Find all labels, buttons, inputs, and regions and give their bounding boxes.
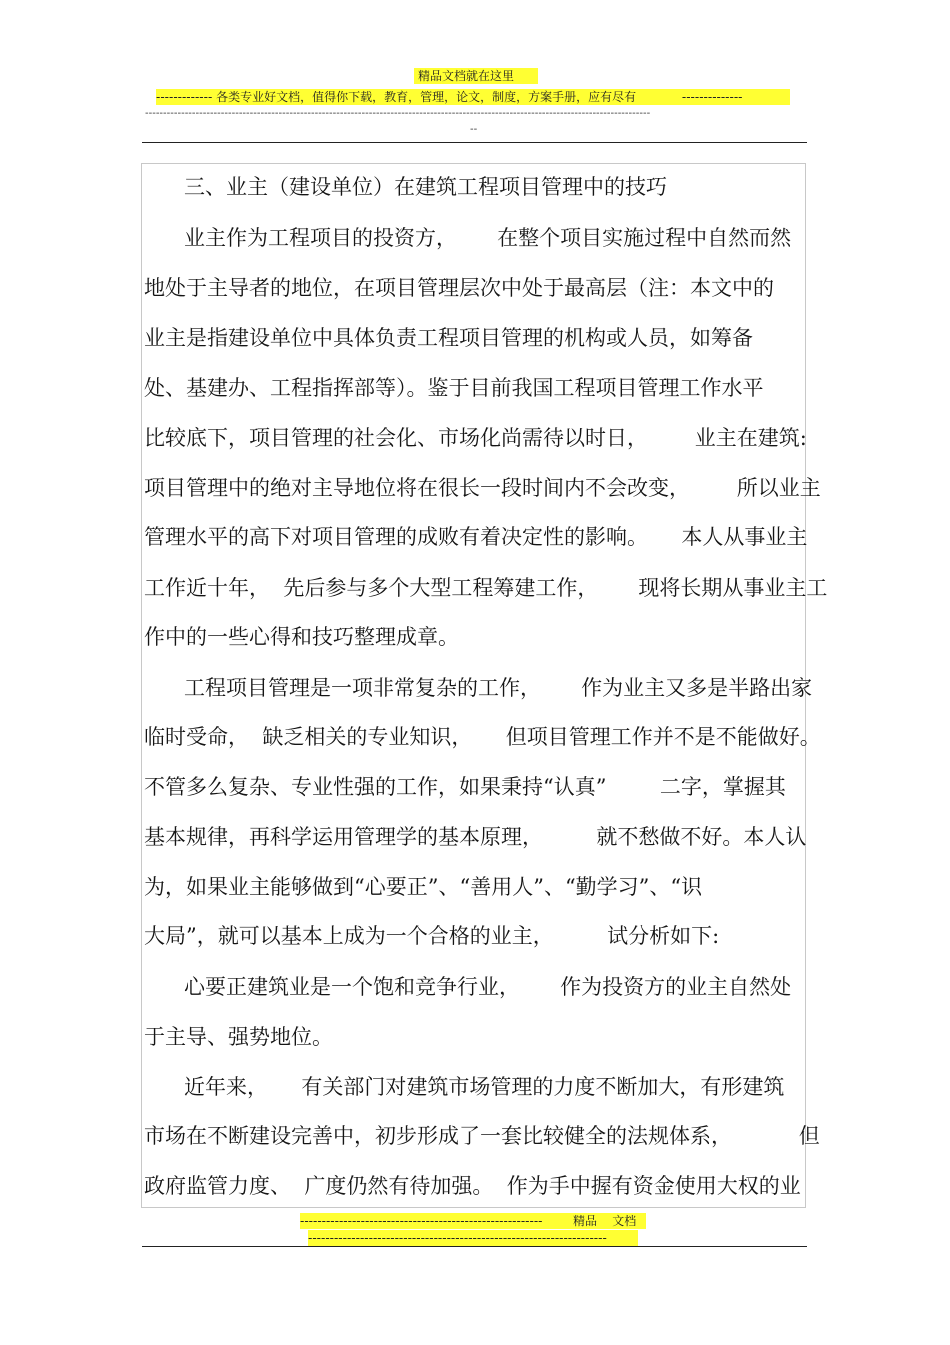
- body-line: 为，如果业主能够做到“心要正”、“善用人”、“勤学习”、“识: [144, 875, 703, 899]
- body-line: 三、业主（建设单位）在建筑工程项目管理中的技巧: [144, 175, 668, 199]
- body-line: 心要正建筑业是一个饱和竞争行业， 作为投资方的业主自然处: [144, 975, 792, 999]
- body-line: 业主是指建设单位中具体负责工程项目管理的机构或人员，如筹备: [144, 326, 753, 350]
- footer-rule: [142, 1246, 807, 1247]
- body-line: 项目管理中的绝对主导地位将在很长一段时间内不会改变， 所以业主: [144, 476, 821, 500]
- body-line: 业主作为工程项目的投资方， 在整个项目实施过程中自然而然: [144, 226, 792, 250]
- body-line: 市场在不断建设完善中，初步形成了一套比较健全的法规体系， 但: [144, 1124, 820, 1148]
- body-line: 管理水平的高下对项目管理的成败有着决定性的影响。 本人从事业主: [144, 525, 808, 549]
- header-subtitle: ------------- 各类专业好文档，值得你下载，教育，管理，论文，制度，方案手册，应有尽有 --------------: [156, 89, 790, 105]
- body-line: 于主导、强势地位。: [144, 1025, 333, 1049]
- body-line: 不管多么复杂、专业性强的工作，如果秉持“认真” 二字，掌握其: [144, 775, 786, 799]
- footer-line-1: -------------------------------------------------------- 精品 文档: [300, 1213, 646, 1229]
- body-line: 政府监管力度、 广度仍然有待加强。 作为手中握有资金使用大权的业: [144, 1174, 801, 1198]
- body-line: 处、基建办、工程指挥部等）。鉴于目前我国工程项目管理工作水平: [144, 376, 764, 400]
- header-title: 精品文档就在这里: [414, 68, 538, 84]
- body-line: 工作近十年， 先后参与多个大型工程筹建工作， 现将长期从事业主工: [144, 576, 828, 600]
- body-line: 比较底下，项目管理的社会化、市场化尚需待以时日， 业主在建筑:: [144, 426, 807, 450]
- body-line: 作中的一些心得和技巧整理成章。: [144, 625, 459, 649]
- header-dash-line: --------------------------------------------------------------------------------------------------------------------------------------------: [145, 108, 651, 119]
- body-line: 地处于主导者的地位，在项目管理层次中处于最高层（注：本文中的: [144, 276, 774, 300]
- body-line: 临时受命， 缺乏相关的专业知识， 但项目管理工作并不是不能做好。: [144, 725, 821, 749]
- body-line: 近年来， 有关部门对建筑市场管理的力度不断加大，有形建筑: [144, 1075, 785, 1099]
- body-line: 基本规律，再科学运用管理学的基本原理， 就不愁做不好。本人认: [144, 825, 807, 849]
- header-dash-tail: --: [470, 124, 478, 135]
- body-line: 大局”，就可以基本上成为一个合格的业主， 试分析如下:: [144, 924, 720, 948]
- header-rule: [142, 142, 807, 143]
- footer-line-2: ---------------------------------------------------------------------: [308, 1230, 638, 1246]
- body-line: 工程项目管理是一项非常复杂的工作， 作为业主又多是半路出家: [144, 676, 813, 700]
